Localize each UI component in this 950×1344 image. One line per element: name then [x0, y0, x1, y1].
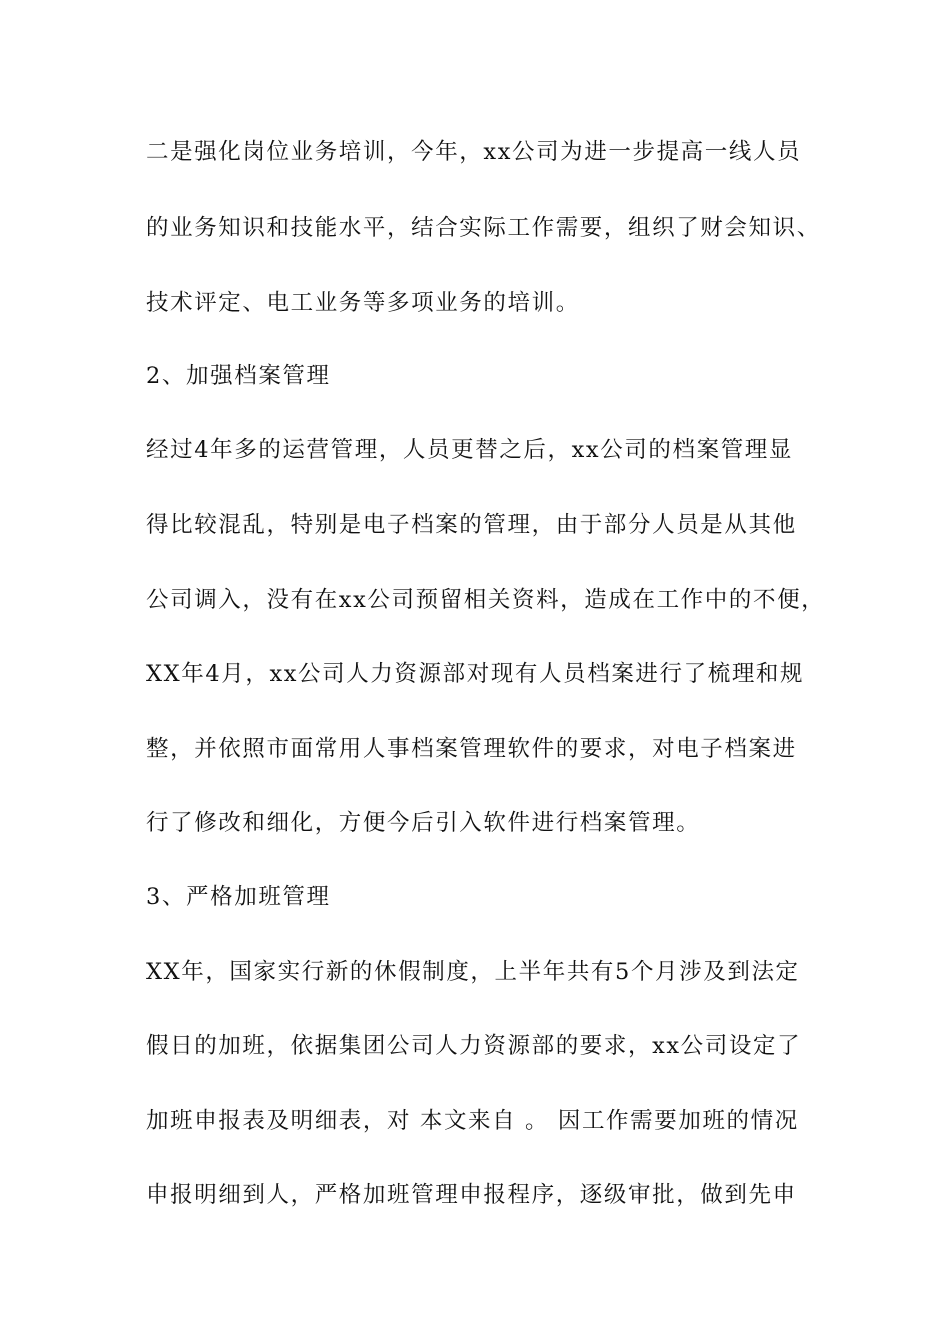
paragraph-line: 假日的加班，依据集团公司人力资源部的要求，xx公司设定了	[146, 1033, 802, 1059]
paragraph-line: 技术评定、电工业务等多项业务的培训。	[146, 290, 580, 316]
paragraph-line: 申报明细到人，严格加班管理申报程序，逐级审批，做到先申	[146, 1182, 797, 1208]
paragraph-line: XX年4月，xx公司人力资源部对现有人员档案进行了梳理和规	[146, 661, 805, 687]
paragraph-line: 经过4年多的运营管理，人员更替之后，xx公司的档案管理显	[146, 437, 793, 463]
paragraph-line: 整，并依照市面常用人事档案管理软件的要求，对电子档案进	[146, 736, 797, 762]
paragraph-line: 行了修改和细化，方便今后引入软件进行档案管理。	[146, 810, 701, 836]
section-heading: 3、严格加班管理	[146, 884, 331, 910]
paragraph-line: 的业务知识和技能水平，结合实际工作需要，组织了财会知识、	[146, 215, 821, 241]
paragraph-line: 加班申报表及明细表，对 本文来自 。 因工作需要加班的情况	[146, 1108, 799, 1134]
paragraph-line: XX年，国家实行新的休假制度，上半年共有5个月涉及到法定	[146, 959, 800, 985]
section-heading: 2、加强档案管理	[146, 363, 331, 389]
paragraph-line: 得比较混乱，特别是电子档案的管理，由于部分人员是从其他	[146, 512, 797, 538]
paragraph-line: 公司调入，没有在xx公司预留相关资料，造成在工作中的不便，	[146, 587, 826, 613]
paragraph-line: 二是强化岗位业务培训，今年，xx公司为进一步提高一线人员	[146, 139, 802, 165]
